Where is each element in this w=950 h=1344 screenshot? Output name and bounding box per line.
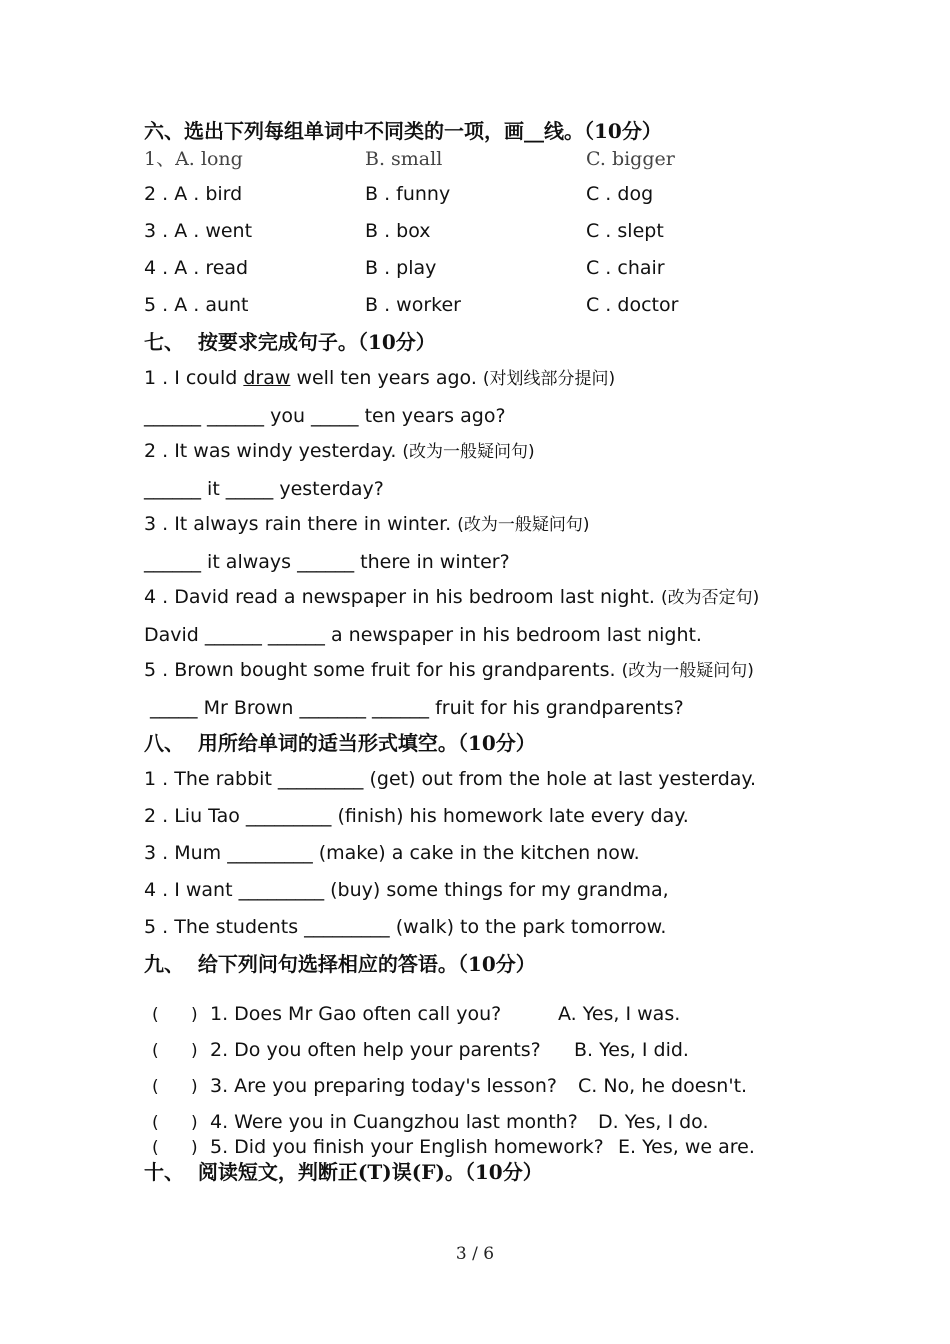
s9-question-4: 4. Were you in Cuangzhou last month? [210,1111,578,1133]
s6-row4-b: B . play [365,257,437,279]
section-10-heading: 十、 阅读短文，判断正(T)误(F)。（10分） [144,1160,543,1184]
s7-q2-answer: ______ it _____ yesterday? [144,478,384,500]
s7-q2-note: (改为一般疑问句) [402,442,535,462]
s6-row5-a: 5 . A . aunt [144,294,249,316]
s9-answer-e: E. Yes, we are. [618,1136,755,1158]
s9-question-2: 2. Do you often help your parents? [210,1039,541,1061]
s9-paren-5: ( ) [152,1138,198,1158]
s9-answer-c: C. No, he doesn't. [578,1075,748,1097]
s8-item-1: 1 . The rabbit _________ (get) out from the hole at last yesterday. [144,768,757,790]
s8-item-3: 3 . Mum _________ (make) a cake in the kitchen now. [144,842,640,864]
s9-answer-b: B. Yes, I did. [574,1039,689,1061]
s6-row4-c: C . chair [586,257,665,279]
s7-q3-answer: ______ it always ______ there in winter? [144,551,510,573]
s7-q1-underlined: draw [243,367,291,389]
s7-q3-text: 3 . It always rain there in winter. [144,513,458,535]
s9-paren-1: ( ) [152,1005,198,1025]
s7-q1-note: (对划线部分提问) [482,369,616,389]
s6-row4-a: 4 . A . read [144,257,249,279]
s7-q2 [144,440,535,463]
section-9-heading: 九、 给下列问句选择相应的答语。（10分） [144,952,536,976]
s6-row1-c: C. bigger [586,148,675,170]
page-number: 3 / 6 [455,1244,495,1264]
section-7-heading: 七、 按要求完成句子。（10分） [144,330,436,354]
s9-answer-a: A. Yes, I was. [558,1003,681,1025]
s9-paren-3: ( ) [152,1077,198,1097]
s8-item-4: 4 . I want _________ (buy) some things for my grandma, [144,879,669,901]
s6-row3-c: C . slept [586,220,664,242]
s6-row5-b: B . worker [365,294,461,316]
section-6-heading: 六、选出下列每组单词中不同类的一项，画__线。（10分） [144,119,662,143]
s9-question-5: 5. Did you finish your English homework? [210,1136,604,1158]
s7-q1-answer: ______ ______ you _____ ten years ago? [144,405,506,427]
s7-q5-text: 5 . Brown bought some fruit for his grandparents. [144,659,622,681]
s9-paren-2: ( ) [152,1041,198,1061]
s7-q4-note: (改为否定句) [660,588,760,608]
s9-answer-d: D. Yes, I do. [598,1111,709,1133]
s7-q1-post: well ten years ago. [290,367,483,389]
s7-q3 [144,513,589,536]
s8-item-2: 2 . Liu Tao _________ (finish) his homework late every day. [144,805,689,827]
s7-q5-note: (改为一般疑问句) [621,661,754,681]
s7-q3-note: (改为一般疑问句) [457,515,590,535]
s6-row2-c: C . dog [586,183,654,205]
s9-question-3: 3. Are you preparing today's lesson? [210,1075,558,1097]
s7-q5 [144,659,754,682]
s7-q4-text: 4 . David read a newspaper in his bedroom last night. [144,586,661,608]
s6-row3-a: 3 . A . went [144,220,253,242]
section-8-heading: 八、 用所给单词的适当形式填空。（10分） [144,731,536,755]
s9-question-1: 1. Does Mr Gao often call you? [210,1003,502,1025]
s6-row5-c: C . doctor [586,294,679,316]
s6-row1-a: 1、A. long [144,148,243,170]
s7-q4-answer: David ______ ______ a newspaper in his bedroom last night. [144,624,702,646]
s7-q1-pre: 1 . I could [144,367,244,389]
s6-row2-b: B . funny [365,183,451,205]
s9-paren-4: ( ) [152,1113,198,1133]
s6-row1-b: B. small [365,148,443,170]
s7-q5-answer: _____ Mr Brown _______ ______ fruit for his grandparents? [144,697,684,719]
s7-q2-text: 2 . It was windy yesterday. [144,440,403,462]
s8-item-5: 5 . The students _________ (walk) to the park tomorrow. [144,916,667,938]
s7-q4 [144,586,759,609]
s7-q1 [144,367,615,390]
s6-row3-b: B . box [365,220,431,242]
s6-row2-a: 2 . A . bird [144,183,243,205]
